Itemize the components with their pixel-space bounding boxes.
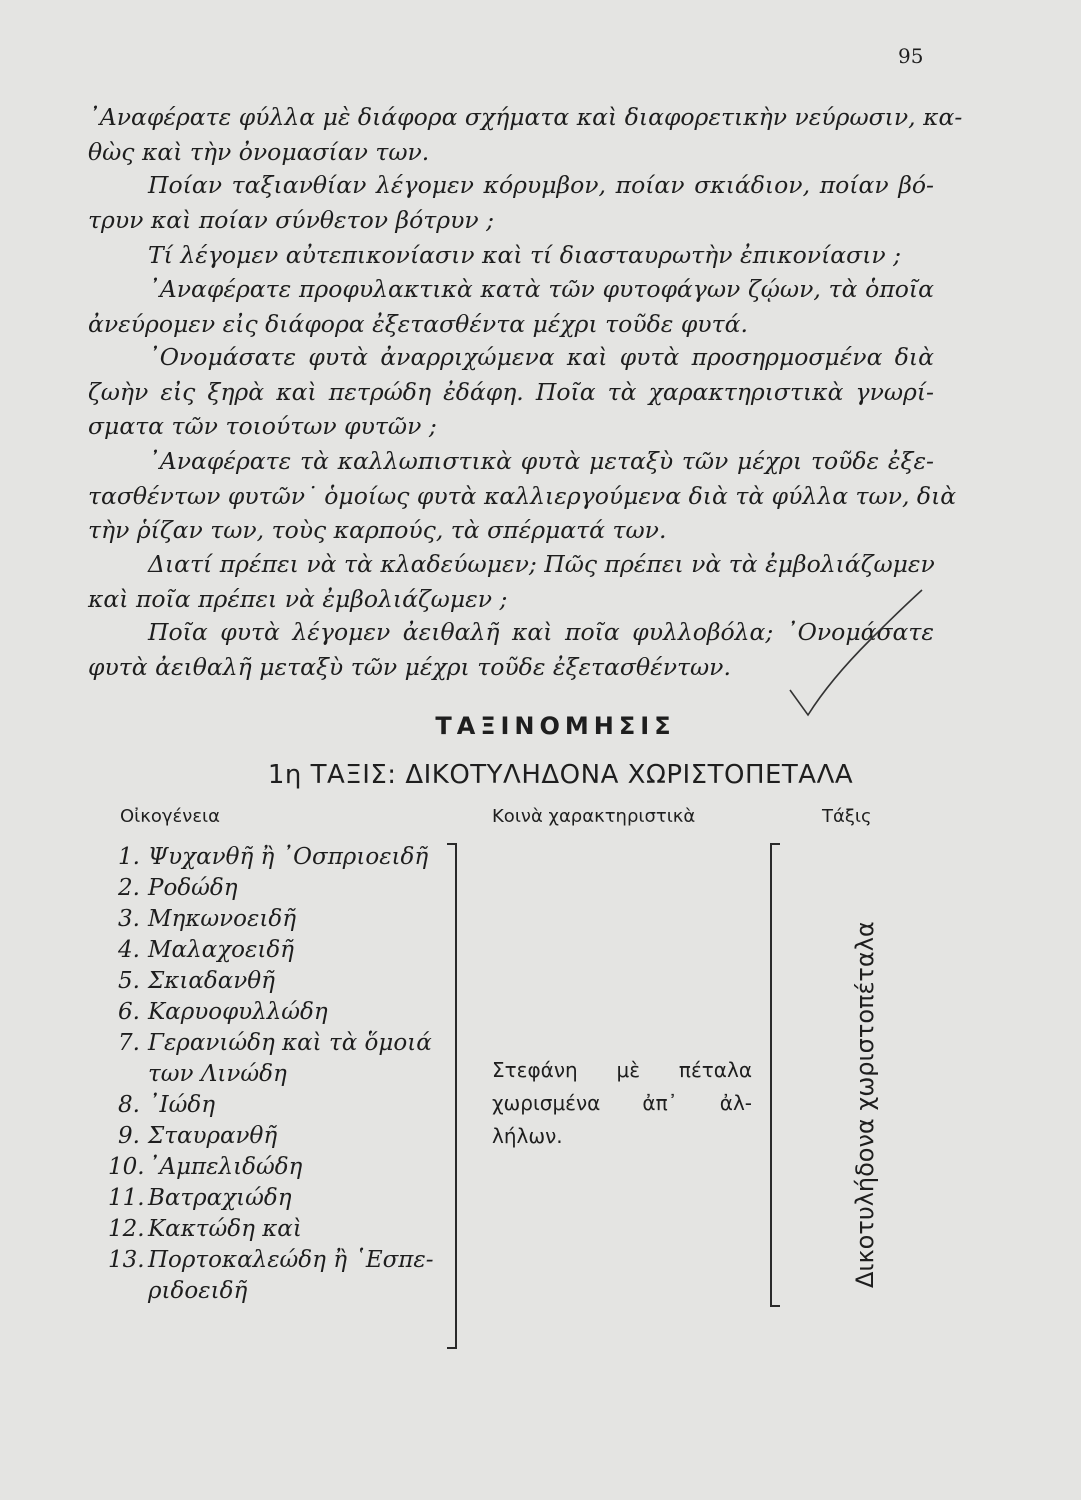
question-line: σματα τῶν τοιούτων φυτῶν ; bbox=[88, 412, 437, 440]
common-line: χωρισμένα ἀπ᾿ ἀλ- bbox=[492, 1091, 752, 1115]
class-heading: 1η ΤΑΞΙΣ: ΔΙΚΟΤΥΛΗΔΟΝΑ ΧΩΡΙΣΤΟΠΕΤΑΛΑ bbox=[267, 760, 854, 790]
family-row bbox=[108, 997, 328, 1027]
question-line: Ποῖα φυτὰ λέγομεν ἀειθαλῆ καὶ ποῖα φυλλοβόλα; ᾿Ονομάσατε bbox=[148, 618, 934, 646]
family-name: Σκιαδανθῆ bbox=[148, 968, 275, 994]
family-name: Βατραχιώδη bbox=[148, 1185, 292, 1211]
family-row bbox=[108, 1245, 434, 1275]
family-name: Ροδώδη bbox=[148, 875, 238, 901]
question-line: τρυν καὶ ποίαν σύνθετον βότρυν ; bbox=[88, 205, 495, 234]
question-paragraph bbox=[88, 238, 934, 273]
family-number: 6. bbox=[118, 999, 140, 1025]
family-name: ᾿Αμπελιδώδη bbox=[148, 1154, 303, 1180]
question-line: ζωὴν εἰς ξηρὰ καὶ πετρώδη ἐδάφη. Ποῖα τὰ χαρακτηριστικὰ γνωρί- bbox=[88, 377, 934, 406]
page-number: 95 bbox=[898, 44, 924, 68]
question-line: ᾿Ονομάσατε φυτὰ ἀναρριχώμενα καὶ φυτὰ προσηρμοσμένα διὰ bbox=[148, 343, 934, 371]
question-paragraph bbox=[88, 615, 934, 684]
family-row bbox=[108, 1152, 302, 1182]
family-number: 4. bbox=[118, 937, 140, 963]
question-line: τασθέντων φυτῶν˙ ὁμοίως φυτὰ καλλιεργούμενα διὰ τὰ φύλλα των, διὰ bbox=[88, 481, 957, 510]
order-brace bbox=[770, 843, 780, 1307]
family-row bbox=[108, 904, 296, 934]
column-header-order: Τάξις bbox=[822, 806, 872, 827]
question-line: θὼς καὶ τὴν ὀνομασίαν των. bbox=[88, 137, 430, 166]
common-line: Στεφάνη μὲ πέταλα bbox=[492, 1058, 752, 1082]
order-name: Δικοτυλήδονα χωριστοπέταλα bbox=[851, 921, 879, 1288]
family-name: Πορτοκαλεώδη ἢ ῾Εσπε- bbox=[148, 1247, 434, 1273]
family-row bbox=[108, 966, 275, 996]
question-line: καὶ ποῖα πρέπει νὰ ἐμβολιάζωμεν ; bbox=[88, 584, 508, 613]
question-line: ἀνεύρομεν εἰς διάφορα ἐξετασθέντα μέχρι τοῦδε φυτά. bbox=[88, 309, 748, 338]
family-number: 1. bbox=[118, 844, 140, 870]
question-paragraph bbox=[88, 340, 934, 444]
classification-title: ΤΑΞΙΝΟΜΗΣΙΣ bbox=[435, 712, 676, 740]
question-paragraph bbox=[88, 100, 963, 169]
question-line: ᾿Αναφέρατε προφυλακτικὰ κατὰ τῶν φυτοφάγων ζῴων, τὰ ὁποῖα bbox=[148, 275, 934, 303]
family-row bbox=[108, 1028, 432, 1058]
question-paragraph bbox=[88, 272, 934, 341]
family-row bbox=[108, 1090, 215, 1120]
family-number: 7. bbox=[118, 1030, 140, 1056]
family-name: Μαλαχοειδῆ bbox=[148, 937, 294, 963]
family-row bbox=[108, 1214, 302, 1244]
family-number: 8. bbox=[118, 1092, 140, 1118]
family-name: ᾿Ιώδη bbox=[148, 1092, 215, 1118]
family-name: Μηκωνοειδῆ bbox=[148, 906, 296, 932]
common-characteristics bbox=[492, 1054, 752, 1153]
question-line: Διατί πρέπει νὰ τὰ κλαδεύωμεν; Πῶς πρέπει νὰ τὰ ἐμβολιάζωμεν bbox=[148, 550, 935, 578]
question-line: τὴν ῥίζαν των, τοὺς καρπούς, τὰ σπέρματά των. bbox=[88, 516, 667, 544]
family-row bbox=[108, 1183, 292, 1213]
question-line: ᾿Αναφέρατε τὰ καλλωπιστικὰ φυτὰ μεταξὺ τῶν μέχρι τοῦδε ἐξε- bbox=[148, 447, 934, 475]
question-paragraph bbox=[88, 444, 957, 548]
common-line: λήλων. bbox=[492, 1124, 563, 1148]
question-paragraph bbox=[88, 168, 934, 237]
family-number: 5. bbox=[118, 968, 140, 994]
family-number: 2. bbox=[118, 875, 140, 901]
family-row bbox=[108, 842, 428, 872]
column-header-family: Οἰκογένεια bbox=[120, 806, 221, 827]
family-name: Σταυρανθῆ bbox=[148, 1123, 278, 1149]
family-number: 12. bbox=[108, 1216, 145, 1242]
family-row bbox=[108, 1121, 277, 1151]
family-row bbox=[108, 935, 294, 965]
family-number: 10. bbox=[108, 1154, 145, 1180]
family-number: 13. bbox=[108, 1247, 145, 1273]
family-number: 9. bbox=[118, 1123, 140, 1149]
family-number: 3. bbox=[118, 906, 140, 932]
column-header-common: Κοινὰ χαρακτηριστικὰ bbox=[492, 806, 696, 827]
question-line: Ποίαν ταξιανθίαν λέγομεν κόρυμβον, ποίαν σκιάδιον, ποίαν βό- bbox=[148, 171, 934, 199]
family-brace bbox=[447, 843, 457, 1349]
family-name: Κακτώδη καὶ bbox=[148, 1216, 302, 1242]
family-name: Ψυχανθῆ ἢ ᾿Οσπριοειδῆ bbox=[148, 844, 429, 870]
family-name: των Λινώδη bbox=[148, 1061, 287, 1087]
family-name: Γερανιώδη καὶ τὰ ὅμοιά bbox=[148, 1030, 432, 1056]
family-row bbox=[108, 1059, 287, 1089]
question-paragraph bbox=[88, 547, 934, 616]
question-line: φυτὰ ἀειθαλῆ μεταξὺ τῶν μέχρι τοῦδε ἐξετασθέντων. bbox=[88, 652, 731, 681]
family-name: ριδοειδῆ bbox=[148, 1278, 248, 1304]
question-line: ᾿Αναφέρατε φύλλα μὲ διάφορα σχήματα καὶ διαφορετικὴν νεύρωσιν, κα- bbox=[88, 103, 963, 131]
family-row bbox=[108, 1276, 247, 1306]
question-line: Τί λέγομεν αὐτεπικονίασιν καὶ τί διασταυρωτὴν ἐπικονίασιν ; bbox=[148, 241, 902, 269]
family-row bbox=[108, 873, 238, 903]
family-name: Καρυοφυλλώδη bbox=[148, 999, 328, 1025]
family-number: 11. bbox=[108, 1185, 145, 1211]
